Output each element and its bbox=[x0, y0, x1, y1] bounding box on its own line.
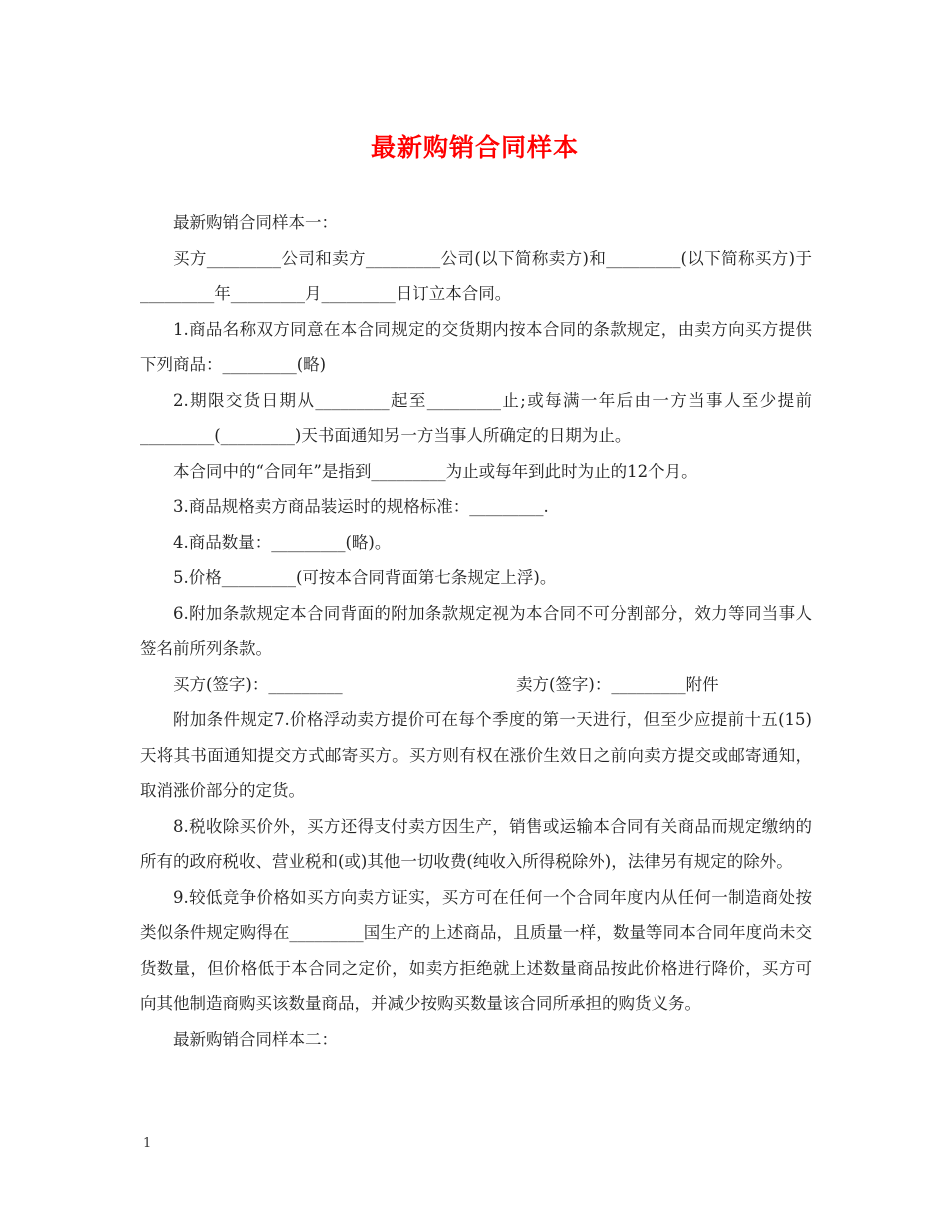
paragraph: 6.附加条款规定本合同背面的附加条款规定视为本合同不可分割部分，效力等同当事人签名前所列条款。 bbox=[140, 603, 812, 658]
paragraph: 8.税收除买价外，买方还得支付卖方因生产，销售或运输本合同有关商品而规定缴纳的所有的政府税收、营业税和(或)其他一切收费(纯收入所得税除外)，法律另有规定的除外。 bbox=[140, 816, 812, 871]
paragraph: 9.较低竞争价格如买方向卖方证实，买方可在任何一个合同年度内从任何一制造商处按类似条件规定购得在_________国生产的上述商品，且质量一样，数量等同本合同年度尚未交货数量，但价格低于本合同之定价，如卖方拒绝就上述数量商品按此价格进行降价，买方可向其他制造商购买该数量商品，并减少按购买数量该合同所承担的购货义务。 bbox=[140, 887, 812, 1013]
page-number: 1 bbox=[143, 1136, 152, 1151]
paragraph: 5.价格_________(可按本合同背面第七条规定上浮)。 bbox=[173, 568, 557, 587]
paragraph: 最新购销合同样本一： bbox=[173, 213, 338, 232]
document-title: 最新购销合同样本 bbox=[370, 133, 579, 162]
paragraph: 最新购销合同样本二： bbox=[173, 1029, 338, 1049]
paragraph: 4.商品数量：_________(略)。 bbox=[173, 532, 392, 552]
paragraph: 附加条件规定7.价格浮动卖方提价可在每个季度的第一天进行，但至少应提前十五(15)天将其书面通知提交方式邮寄买方。买方则有权在涨价生效日之前向卖方提交或邮寄通知，取消涨价部分的定货。 bbox=[140, 710, 812, 800]
paragraph: 买方_________公司和卖方_________公司(以下简称卖方)和_________(以下简称买方)于_________年_________月_________日订立本合同。 bbox=[140, 248, 812, 303]
signature-row bbox=[140, 667, 812, 703]
paragraph: 1.商品名称双方同意在本合同规定的交货期内按本合同的条款规定，由卖方向买方提供下列商品：_________(略) bbox=[140, 319, 812, 374]
paragraph: 3.商品规格卖方商品装运时的规格标准：_________. bbox=[173, 497, 549, 516]
seller-signature: 卖方(签字)：_________附件 bbox=[516, 674, 719, 694]
paragraph: 本合同中的“合同年”是指到_________为止或每年到此时为止的12个月。 bbox=[173, 461, 698, 481]
document-body bbox=[140, 205, 812, 1057]
paragraph: 2.期限交货日期从_________起至_________止;或每满一年后由一方当事人至少提前_________(_________)天书面通知另一方当事人所确定的日期为止。 bbox=[140, 390, 812, 445]
buyer-signature: 买方(签字)：_________ bbox=[173, 674, 343, 694]
